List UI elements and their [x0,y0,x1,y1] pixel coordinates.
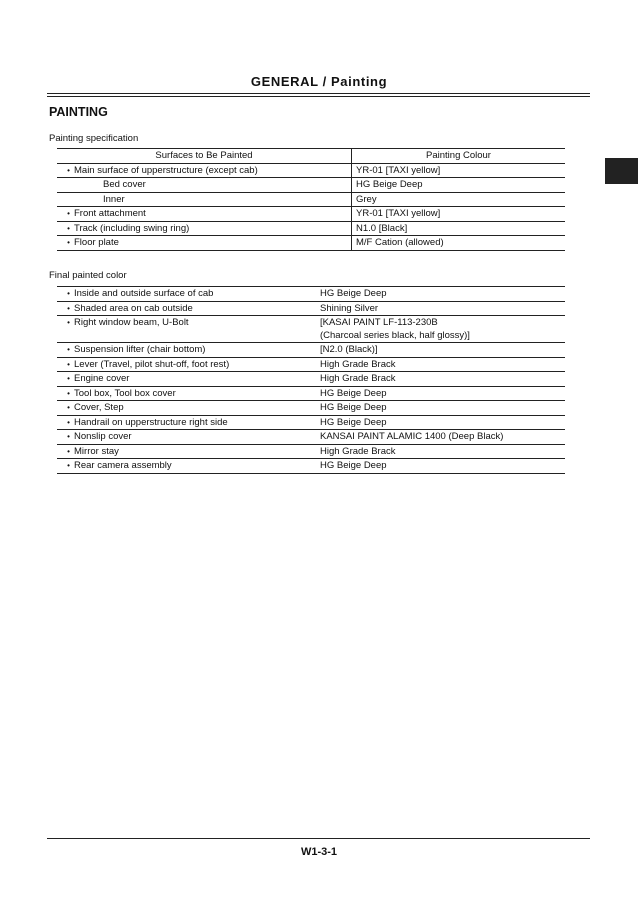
page-number: W1-3-1 [300,846,338,858]
colour-cell [315,316,565,343]
bullet-icon: • [67,417,70,427]
surface-cell: Bed cover [57,178,352,193]
colour-cell: M/F Cation (allowed) [352,236,566,251]
column-header-colour: Painting Colour [352,149,566,164]
colour-cell: [N2.0 (Black)] [315,343,565,358]
colour-cell: Grey [352,192,566,207]
colour-cell: HG Beige Deep [352,178,566,193]
table-row [57,287,565,302]
colour-cell: HG Beige Deep [315,415,565,430]
table-row [57,221,565,236]
surface-cell: Front attachment [74,208,146,219]
header-rule [47,93,590,94]
table-row [57,357,565,372]
surface-cell: Main surface of upperstructure (except cab) [74,164,258,176]
bullet-icon: • [67,374,70,383]
colour-cell: HG Beige Deep [315,287,565,302]
table-row [57,444,565,459]
table-row [57,192,565,207]
colour-cell: N1.0 [Black] [352,221,566,236]
bullet-icon: • [67,432,70,441]
table-row [57,415,565,430]
surface-cell: Tool box, Tool box cover [74,387,176,399]
surface-cell: Lever (Travel, pilot shut-off, foot rest) [74,358,230,370]
section-tab-marker [605,158,638,184]
colour-cell: KANSAI PAINT ALAMIC 1400 (Deep Black) [315,430,565,445]
bullet-icon: • [67,359,70,369]
surface-cell: Handrail on upperstructure right side [74,416,228,428]
colour-cell: YR-01 [TAXI yellow] [352,163,566,178]
colour-cell: High Grade Brack [315,372,565,387]
bullet-icon: • [67,238,70,247]
table-row [57,372,565,387]
page-header-title: GENERAL / Painting [250,74,388,89]
section-title: PAINTING [49,105,108,119]
surface-cell: Shaded area on cab outside [74,302,193,314]
painting-spec-table [57,148,565,251]
surface-cell: Floor plate [74,237,119,248]
bullet-icon: • [67,289,70,298]
bullet-icon: • [67,209,70,218]
surface-cell: Mirror stay [74,445,119,457]
table-row [57,236,565,251]
table-row [57,301,565,316]
surface-cell: Nonslip cover [74,431,132,442]
final-caption: Final painted color [49,270,127,281]
bullet-icon: • [67,345,70,354]
column-header-surfaces: Surfaces to Be Painted [57,149,352,164]
table-row [57,401,565,416]
colour-cell: HG Beige Deep [315,459,565,474]
bullet-icon: • [67,446,70,456]
surface-cell: Engine cover [74,373,130,384]
table-row [57,459,565,474]
colour-cell: HG Beige Deep [315,401,565,416]
spec-caption: Painting specification [49,133,139,144]
table-row [57,316,565,343]
bullet-icon: • [67,388,70,398]
bullet-icon: • [67,403,70,412]
table-row [57,386,565,401]
bullet-icon: • [67,165,70,175]
surface-cell: Suspension lifter (chair bottom) [74,344,206,355]
surface-cell: Rear camera assembly [74,460,172,471]
colour-cell: HG Beige Deep [315,386,565,401]
colour-cell: High Grade Brack [315,444,565,459]
colour-line-2: (Charcoal series black, half glossy)] [320,330,470,341]
table-row [57,178,565,193]
bullet-icon: • [67,318,70,327]
surface-cell: Track (including swing ring) [74,222,190,234]
table-row [57,163,565,178]
bullet-icon: • [67,461,70,470]
header-rule-thin [47,96,590,97]
colour-cell: Shining Silver [315,301,565,316]
colour-cell: High Grade Brack [315,357,565,372]
bullet-icon: • [67,223,70,233]
table-header-row [57,149,565,164]
table-row [57,343,565,358]
table-row [57,430,565,445]
colour-line-1: [KASAI PAINT LF-113-230B [320,317,438,328]
final-color-table [57,286,565,474]
footer-rule [47,838,590,839]
surface-cell: Inside and outside surface of cab [74,288,214,299]
surface-cell: Cover, Step [74,402,124,413]
table-row [57,207,565,222]
surface-cell: Inner [57,192,352,207]
bullet-icon: • [67,303,70,313]
surface-cell: Right window beam, U-Bolt [74,317,189,328]
colour-cell: YR-01 [TAXI yellow] [352,207,566,222]
